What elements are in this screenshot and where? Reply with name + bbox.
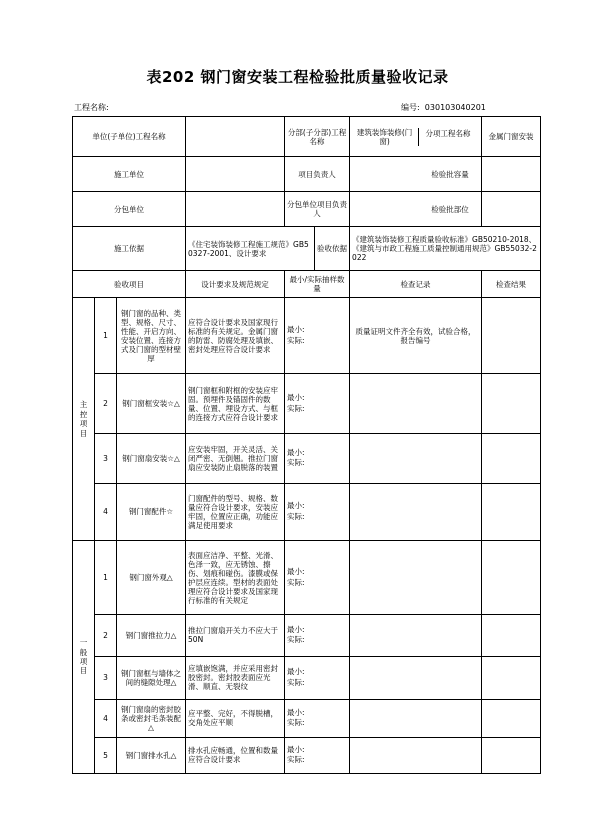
min-label: 最小: [287, 325, 305, 335]
table-row [73, 541, 541, 615]
table-row [73, 434, 541, 483]
manager-batch-cell [350, 157, 482, 192]
table-row [73, 615, 541, 656]
sample-cell[interactable] [285, 737, 350, 773]
sample-cell[interactable] [285, 615, 350, 656]
record-code [401, 102, 486, 113]
general-section-label: 一般项目 [73, 541, 95, 774]
item-name: 钢门窗排水孔△ [117, 737, 186, 773]
item-no: 5 [95, 737, 117, 773]
sample-cell[interactable] [285, 656, 350, 699]
batch-capacity-label: 检验批容量 [431, 169, 469, 179]
item-no: 3 [95, 656, 117, 699]
min-label: 最小: [287, 744, 305, 754]
col-item: 验收项目 [73, 271, 186, 298]
sample-cell[interactable] [285, 483, 350, 541]
actual-label: 实际: [287, 755, 305, 765]
header-row-4 [73, 227, 541, 271]
item-record[interactable] [350, 699, 482, 737]
item-value: 金属门窗安装 [482, 117, 541, 157]
actual-label: 实际: [287, 718, 305, 728]
subcontract-manager-label: 分包单位项目负责人 [285, 192, 350, 227]
code-value: 030103040201 [424, 103, 486, 112]
item-no: 3 [95, 434, 117, 483]
actual-label: 实际: [287, 635, 305, 645]
item-no: 1 [95, 298, 117, 374]
item-requirement: 应平整、完好，不得脱槽，交角处应平顺 [186, 699, 285, 737]
min-label: 最小: [287, 667, 305, 677]
code-label: 编号: [401, 103, 420, 112]
item-record[interactable]: 质量证明文件齐全有效，试验合格，报告编号 [350, 298, 482, 374]
header-row-2 [73, 157, 541, 192]
item-name: 钢门窗框与墙体之间的缝隙处理△ [117, 656, 186, 699]
actual-label: 实际: [287, 677, 305, 687]
main-section-label: 主控项目 [73, 298, 95, 541]
subunit-label: 分部(子分部)工程名称 [285, 117, 350, 157]
column-header-row [73, 271, 541, 298]
item-requirement: 推拉门窗扇开关力不应大于50N [186, 615, 285, 656]
sample-cell[interactable] [285, 298, 350, 374]
actual-label: 实际: [287, 511, 305, 521]
sample-cell[interactable] [285, 434, 350, 483]
item-no: 2 [95, 374, 117, 434]
item-requirement: 排水孔应畅通，位置和数量应符合设计要求 [186, 737, 285, 773]
item-requirement: 应安装牢固，开关灵活、关闭严密、无倒翘。推拉门窗扇应安装防止扇脱落的装置 [186, 434, 285, 483]
batch-location-label: 检验批部位 [431, 204, 469, 214]
unit-value-cell[interactable] [186, 117, 285, 157]
item-result[interactable] [482, 298, 541, 374]
table-row [73, 656, 541, 699]
min-label: 最小: [287, 567, 305, 577]
item-result[interactable] [482, 737, 541, 773]
basis-label: 施工依据 [73, 227, 186, 271]
item-requirement: 应符合设计要求及国家现行标准的有关规定。金属门窗的防雷、防腐处理及填嵌、密封处理应符合设计要求 [186, 298, 285, 374]
item-name: 钢门窗扇安装☆△ [117, 434, 186, 483]
subcontract-batch-cell [350, 192, 482, 227]
basis-value: 《住宅装饰装修工程施工规范》GB50327-2001、设计要求 [186, 227, 315, 271]
item-record[interactable] [350, 374, 482, 434]
item-result[interactable] [482, 699, 541, 737]
item-requirement: 表面应洁净、平整、光滑、色泽一致，应无锈蚀、擦伤、划痕和碰伤。漆膜或保护层应连续。型材的表面处理应符合设计要求及国家现行标准的有关规定 [186, 541, 285, 615]
table-row [73, 699, 541, 737]
item-record[interactable] [350, 434, 482, 483]
min-label: 最小: [287, 707, 305, 717]
item-result[interactable] [482, 656, 541, 699]
item-name: 钢门窗配件☆ [117, 483, 186, 541]
item-no: 4 [95, 699, 117, 737]
item-name: 钢门窗推拉力△ [117, 615, 186, 656]
table-row [73, 737, 541, 773]
item-record[interactable] [350, 737, 482, 773]
acceptance-basis-value: 《建筑装饰装修工程质量验收标准》GB50210-2018、《建筑与市政工程施工质量控制通用规范》GB55032-2022 [350, 227, 541, 271]
table-row [73, 298, 541, 374]
item-requirement: 门窗配件的型号、规格、数量应符合设计要求，安装应牢固，位置应正确，功能应满足使用要求 [186, 483, 285, 541]
item-result[interactable] [482, 541, 541, 615]
construction-unit-value[interactable] [186, 157, 285, 192]
min-label: 最小: [287, 447, 305, 457]
item-no: 1 [95, 541, 117, 615]
actual-label: 实际: [287, 403, 305, 413]
item-name: 钢门窗外观△ [117, 541, 186, 615]
item-record[interactable] [350, 483, 482, 541]
min-label: 最小: [287, 624, 305, 634]
construction-unit-label: 施工单位 [73, 157, 186, 192]
subcontract-unit-value[interactable] [186, 192, 285, 227]
sample-cell[interactable] [285, 699, 350, 737]
item-requirement: 应填嵌饱满，并应采用密封胶密封。密封胶表面应光滑、顺直、无裂纹 [186, 656, 285, 699]
item-result[interactable] [482, 483, 541, 541]
item-result[interactable] [482, 615, 541, 656]
batch-capacity-value[interactable] [482, 157, 541, 192]
page-title: 表202 钢门窗安装工程检验批质量验收记录 [146, 68, 449, 86]
inspection-table [72, 116, 540, 774]
unit-label: 单位(子单位)工程名称 [73, 117, 186, 157]
table-row [73, 483, 541, 541]
header-row-1 [73, 117, 541, 157]
item-requirement: 钢门窗框和附框的安装应牢固。预埋件及锚固件的数量、位置、埋设方式、与框的连接方式应符合设计要求 [186, 374, 285, 434]
col-sample: 最小/实际抽样数量 [285, 271, 350, 298]
project-name-label: 工程名称: [74, 103, 109, 112]
table-row [73, 374, 541, 434]
subcontract-unit-label: 分包单位 [73, 192, 186, 227]
item-record[interactable] [350, 656, 482, 699]
batch-location-value[interactable] [482, 192, 541, 227]
min-label: 最小: [287, 393, 305, 403]
min-label: 最小: [287, 501, 305, 511]
subunit-value-text: 建筑装饰装修(门窗) [354, 128, 419, 146]
item-no: 4 [95, 483, 117, 541]
sample-cell[interactable] [285, 541, 350, 615]
header-row-3 [73, 192, 541, 227]
col-requirement: 设计要求及规范规定 [186, 271, 285, 298]
item-record[interactable] [350, 615, 482, 656]
col-record: 检查记录 [350, 271, 482, 298]
acceptance-basis-label: 验收依据 [315, 227, 350, 271]
actual-label: 实际: [287, 335, 305, 345]
actual-label: 实际: [287, 577, 305, 587]
item-name: 钢门窗的品种、类型、规格、尺寸、性能、开启方向、安装位置、连接方式及门窗的型材壁厚 [117, 298, 186, 374]
item-result[interactable] [482, 374, 541, 434]
item-name: 钢门窗扇的密封胶条或密封毛条装配△ [117, 699, 186, 737]
col-result: 检查结果 [482, 271, 541, 298]
item-result[interactable] [482, 434, 541, 483]
sample-cell[interactable] [285, 374, 350, 434]
subunit-value [350, 117, 482, 157]
project-manager-label: 项目负责人 [285, 157, 350, 192]
item-name: 钢门窗框安装☆△ [117, 374, 186, 434]
item-record[interactable] [350, 541, 482, 615]
actual-label: 实际: [287, 458, 305, 468]
item-no: 2 [95, 615, 117, 656]
item-label: 分项工程名称 [425, 128, 471, 138]
